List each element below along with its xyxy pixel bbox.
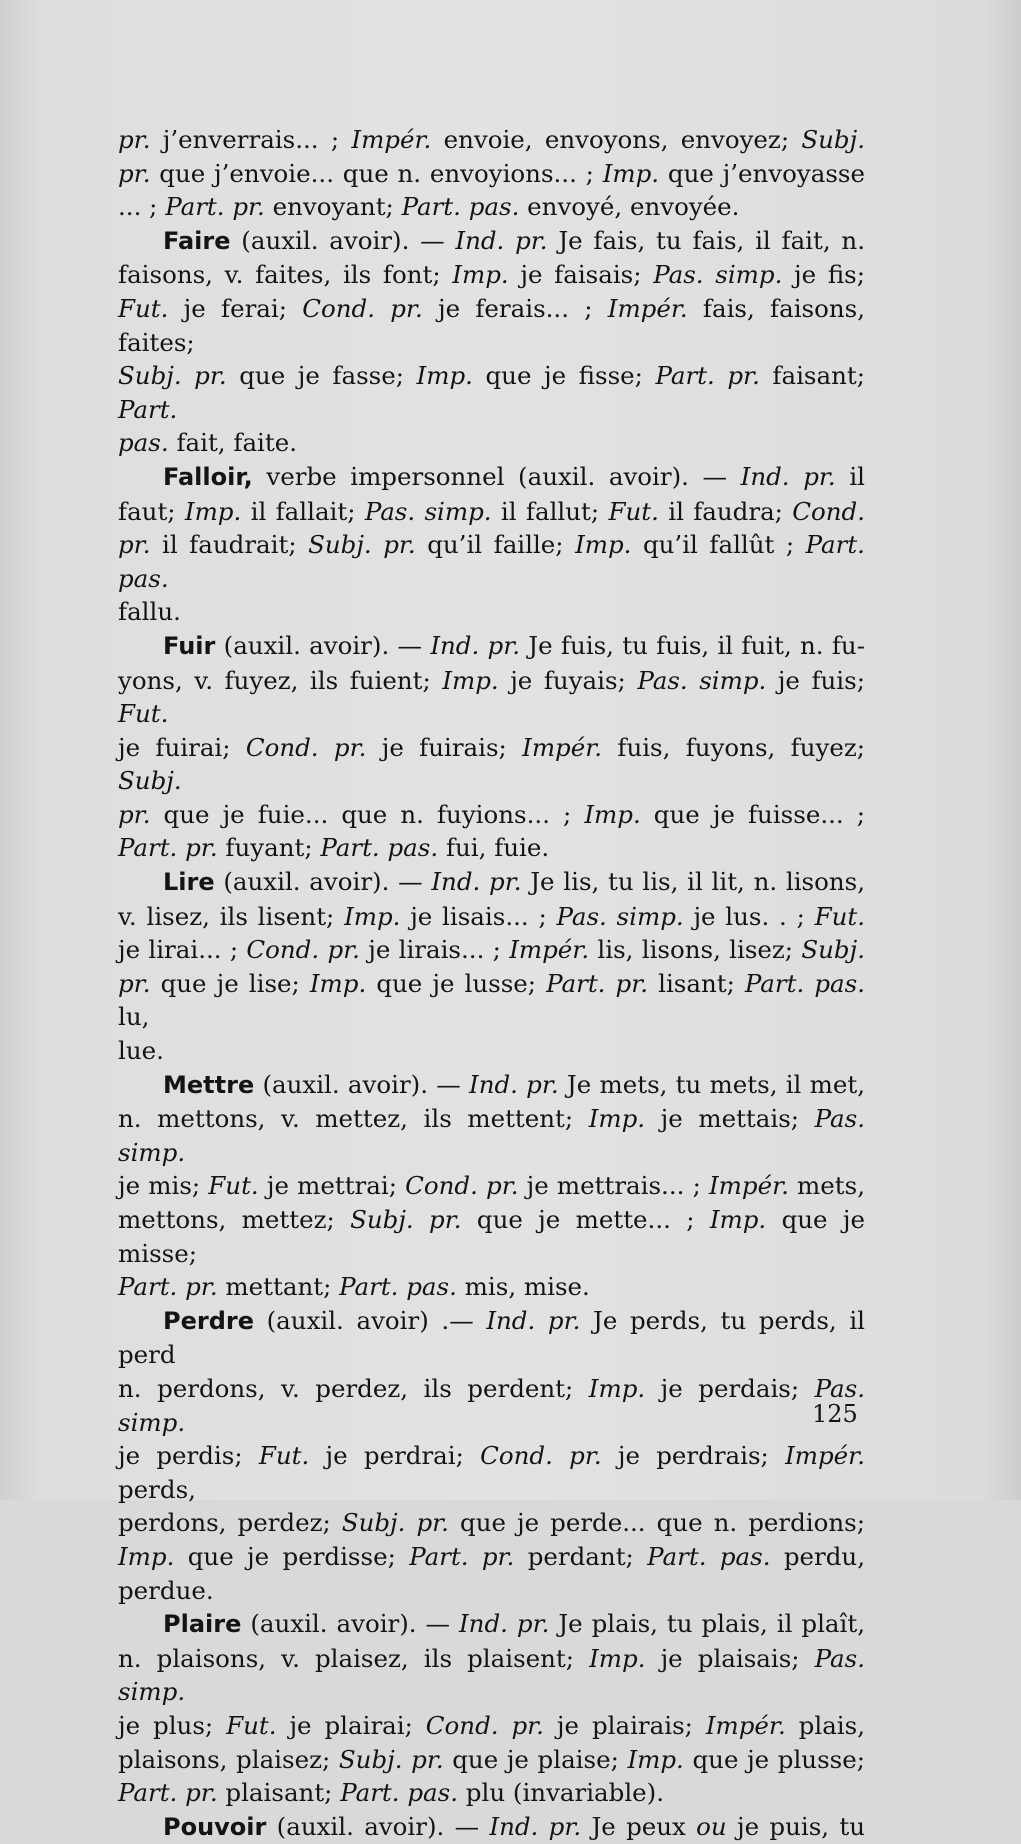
line-text: je mettais; xyxy=(645,1104,815,1134)
text-line xyxy=(118,123,865,157)
abbreviation: Part. pr. xyxy=(118,833,218,863)
text-line xyxy=(118,157,865,191)
abbreviation: Imp. xyxy=(309,968,367,998)
page-number: 125 xyxy=(812,1400,858,1428)
text-line xyxy=(118,292,865,359)
line-text: lis, lisons, lisez; xyxy=(589,935,802,965)
line-text: mets, xyxy=(788,1171,865,1201)
abbreviation: Fut. xyxy=(118,699,169,729)
abbreviation: Fut. xyxy=(208,1171,259,1201)
text-line xyxy=(118,258,865,292)
line-text: que j’envoyasse xyxy=(659,158,865,188)
abbreviation: Ind. pr. xyxy=(469,1069,559,1099)
abbreviation: pr. xyxy=(118,799,151,829)
line-text: fuyant; xyxy=(217,833,321,863)
abbreviation: Part. pas. xyxy=(118,530,865,593)
text-line xyxy=(118,1810,865,1844)
line-text: plaisons, plaisez; xyxy=(118,1744,339,1774)
line-text: il xyxy=(835,461,865,491)
abbreviation: Imp. xyxy=(184,496,242,526)
line-text: je lus. . ; xyxy=(683,901,815,931)
abbreviation: Part. pr. xyxy=(546,968,649,998)
abbreviation: Subj. pr. xyxy=(308,530,416,560)
abbreviation: Part. pr. xyxy=(165,192,265,222)
text-line xyxy=(118,798,865,832)
line-text: envoie, envoyons, envoyez; xyxy=(431,125,802,154)
line-text: que je lise; xyxy=(150,968,310,998)
text-line xyxy=(118,664,865,731)
abbreviation: Fut. xyxy=(226,1710,277,1740)
text-line xyxy=(118,1642,865,1709)
line-text: que je fuisse... ; xyxy=(640,799,865,829)
abbreviation: Cond. pr. xyxy=(480,1441,602,1471)
text-line xyxy=(118,224,865,259)
line-text: (auxil. avoir). — xyxy=(230,225,456,255)
line-text: n. mettons, v. mettez, ils mettent; xyxy=(118,1104,589,1134)
line-text: il faudrait; xyxy=(150,530,309,560)
line-text: je fis; xyxy=(782,260,865,290)
abbreviation: Pas. simp. xyxy=(556,901,684,931)
text-line xyxy=(118,426,865,460)
line-text: que je misse; xyxy=(118,1205,865,1268)
line-text: j’enverrais... ; xyxy=(150,125,352,154)
line-text: je perdrai; xyxy=(309,1441,481,1471)
line-text: lue. xyxy=(118,1036,164,1066)
abbreviation: Part. pas. xyxy=(647,1541,771,1571)
abbreviation: Fut. xyxy=(608,496,659,526)
line-text: il fallut; xyxy=(491,496,609,526)
line-text: fais, faisons, faites; xyxy=(118,293,866,357)
abbreviation: Subj. xyxy=(801,125,865,154)
line-text: je ferais... ; xyxy=(422,293,608,323)
text-line xyxy=(118,359,865,426)
line-text: il faudra; xyxy=(658,496,793,526)
abbreviation: Cond. pr. xyxy=(425,1710,544,1740)
line-text: Je fais, tu fais, il fait, n. xyxy=(547,225,865,255)
line-text: (auxil. avoir). — xyxy=(254,1069,470,1099)
abbreviation: Part. pr. xyxy=(118,1272,218,1302)
text-line xyxy=(118,1034,865,1068)
text-line xyxy=(118,1709,865,1743)
abbreviation: Subj. pr. xyxy=(350,1205,462,1234)
line-text: n. perdons, v. perdez, ils perdent; xyxy=(118,1373,589,1403)
abbreviation: Cond. xyxy=(792,496,866,526)
line-text: n. plaisons, v. plaisez, ils plaisent; xyxy=(118,1643,590,1673)
text-line xyxy=(118,865,865,900)
line-text: je perdrais; xyxy=(601,1441,786,1471)
line-text: perds, xyxy=(118,1474,196,1504)
line-text: que je plusse; xyxy=(683,1744,865,1774)
abbreviation: Ind. pr. xyxy=(459,1609,550,1639)
abbreviation: Part. pas. xyxy=(340,1778,459,1808)
line-text: (auxil. avoir). — xyxy=(266,1811,490,1841)
line-text: yons, v. fuyez, ils fuient; xyxy=(118,665,443,695)
line-text: Je fuis, tu fuis, il fuit, n. fu- xyxy=(520,630,865,660)
line-text: fallu. xyxy=(118,597,181,627)
line-text: que je fisse; xyxy=(472,361,656,391)
line-text: faisons, v. faites, ils font; xyxy=(118,260,453,290)
line-text: perdant; xyxy=(514,1541,648,1571)
line-text: je puis, tu xyxy=(726,1811,866,1841)
line-text: je plairais; xyxy=(543,1710,706,1740)
line-text: que je plaise; xyxy=(443,1744,628,1774)
abbreviation: Pas. simp. xyxy=(653,260,783,290)
abbreviation: Imp. xyxy=(118,1541,175,1571)
abbreviation: Imp. xyxy=(602,158,660,188)
line-text: fui, fuie. xyxy=(438,833,550,863)
abbreviation: Subj. xyxy=(801,935,865,965)
line-text: je perdais; xyxy=(645,1373,815,1403)
abbreviation: Imp. xyxy=(589,1643,646,1673)
line-text: envoyé, envoyée. xyxy=(519,192,740,222)
line-text: ... ; xyxy=(118,192,166,222)
abbreviation: Imp. xyxy=(575,530,632,560)
verb-headword: Fuir xyxy=(163,631,216,660)
line-text: lisant; xyxy=(648,968,745,998)
abbreviation: pas. xyxy=(118,428,169,458)
text-line xyxy=(118,1304,865,1372)
line-text: je fuis; xyxy=(766,665,865,695)
text-line xyxy=(118,1102,865,1169)
abbreviation: ou xyxy=(696,1811,727,1841)
line-text: (auxil. avoir) .— xyxy=(254,1305,487,1335)
text-line xyxy=(118,495,865,529)
abbreviation: Cond. pr. xyxy=(246,935,360,965)
line-text: je lirai... ; xyxy=(118,935,247,965)
abbreviation: Part. pas. xyxy=(339,1272,457,1302)
line-text: verbe impersonnel (auxil. avoir). — xyxy=(252,461,741,491)
text-line xyxy=(118,595,865,629)
line-text: que je fuie... que n. fuyions... ; xyxy=(150,799,585,829)
line-text: je mettrais... ; xyxy=(518,1171,709,1201)
abbreviation: Ind. pr. xyxy=(740,461,836,491)
abbreviation: Cond. pr. xyxy=(405,1171,519,1201)
line-text: je plaisais; xyxy=(645,1643,815,1673)
text-line xyxy=(118,1743,865,1777)
line-text: que j’envoie... que n. envoyions... ; xyxy=(150,158,603,188)
abbreviation: Cond. pr. xyxy=(302,293,423,323)
line-text: je lisais... ; xyxy=(400,901,557,931)
abbreviation: Imp. xyxy=(452,260,509,290)
line-text: je faisais; xyxy=(508,260,654,290)
abbreviation: Cond. pr. xyxy=(245,732,367,762)
line-text: plais, xyxy=(785,1710,865,1740)
abbreviation: Imp. xyxy=(584,799,641,829)
line-text: je fuyais; xyxy=(498,665,638,695)
abbreviation: Impér. xyxy=(509,935,590,965)
abbreviation: pr. xyxy=(118,158,151,188)
line-text: mis, mise. xyxy=(456,1272,590,1302)
abbreviation: Part. xyxy=(118,394,178,424)
abbreviation: Part. pr. xyxy=(118,1778,218,1808)
abbreviation: Fut. xyxy=(118,293,169,323)
line-text: que je perdisse; xyxy=(174,1541,410,1571)
text-line xyxy=(118,1439,865,1506)
abbreviation: Part. pr. xyxy=(409,1541,515,1571)
line-text: faut; xyxy=(118,496,185,526)
line-text: il fallait; xyxy=(241,496,365,526)
abbreviation: Part. pas. xyxy=(320,833,439,863)
text-line xyxy=(118,1540,865,1607)
abbreviation: Ind. pr. xyxy=(489,1811,582,1841)
line-text: je perdis; xyxy=(118,1441,259,1471)
abbreviation: Impér. xyxy=(351,125,432,154)
abbreviation: Impér. xyxy=(705,1710,786,1740)
line-text: je plus; xyxy=(118,1710,227,1740)
text-line xyxy=(118,1270,865,1304)
line-text: que je fasse; xyxy=(226,361,417,391)
line-text: plu (invariable). xyxy=(458,1778,665,1808)
line-text: je ferai; xyxy=(168,293,303,323)
verb-headword: Plaire xyxy=(163,1610,242,1639)
abbreviation: Imp. xyxy=(442,665,499,695)
abbreviation: Ind. pr. xyxy=(431,867,522,897)
line-text: lu, xyxy=(118,1002,150,1032)
text-line xyxy=(118,831,865,865)
verb-headword: Falloir, xyxy=(163,462,253,491)
abbreviation: Pas. simp. xyxy=(118,1643,866,1707)
abbreviation: Fut. xyxy=(814,901,866,931)
line-text: mettant; xyxy=(217,1272,340,1302)
text-line xyxy=(118,1169,865,1203)
line-text: je mettrai; xyxy=(258,1171,406,1201)
abbreviation: Pas. simp. xyxy=(118,1373,865,1437)
line-text: v. lisez, ils lisent; xyxy=(118,901,345,931)
line-text: je fuirai; xyxy=(118,732,246,762)
line-text: Je lis, tu lis, il lit, n. lisons, xyxy=(521,867,865,897)
abbreviation: Imp. xyxy=(709,1205,767,1234)
abbreviation: Pas. simp. xyxy=(364,496,492,526)
abbreviation: Imp. xyxy=(588,1373,646,1403)
line-text: que je perde... que n. perdions; xyxy=(448,1508,865,1538)
abbreviation: Imp. xyxy=(588,1104,646,1134)
verb-headword: Lire xyxy=(163,868,215,897)
text-line xyxy=(118,629,865,664)
abbreviation: Part. pas. xyxy=(744,968,865,998)
abbreviation: pr. xyxy=(118,125,151,154)
line-text: faisant; xyxy=(759,361,865,391)
abbreviation: Fut. xyxy=(258,1441,310,1471)
text-line xyxy=(118,933,865,967)
line-text: Je plais, tu plais, il plaît, xyxy=(549,1609,865,1639)
abbreviation: Impér. xyxy=(708,1171,789,1201)
abbreviation: Part. pr. xyxy=(655,361,760,391)
text-line xyxy=(118,731,865,798)
text-line xyxy=(118,1506,865,1540)
text-line xyxy=(118,190,865,224)
abbreviation: Impér. xyxy=(607,293,688,323)
abbreviation: Pas. simp. xyxy=(118,1104,865,1167)
line-text: Je peux xyxy=(581,1811,697,1841)
text-line xyxy=(118,1607,865,1642)
line-text: je plairai; xyxy=(276,1710,426,1740)
line-text: je fuirais; xyxy=(366,732,523,762)
text-line xyxy=(118,460,865,495)
text-line xyxy=(118,900,865,934)
text-line xyxy=(118,1203,865,1270)
verb-headword: Faire xyxy=(163,226,231,255)
line-text: (auxil. avoir). — xyxy=(214,867,432,897)
line-text: fuis, fuyons, fuyez; xyxy=(602,732,865,762)
line-text: Je perds, tu perds, il perd xyxy=(118,1305,865,1370)
abbreviation: Part. pas. xyxy=(401,192,520,222)
line-text: perdons, perdez; xyxy=(118,1508,342,1538)
line-text: plaisant; xyxy=(217,1778,341,1808)
line-text: perdu, perdue. xyxy=(118,1541,865,1605)
line-text: je mis; xyxy=(118,1171,209,1201)
line-text: que je lusse; xyxy=(366,968,547,998)
line-text: mettons, mettez; xyxy=(118,1205,351,1234)
verb-headword: Perdre xyxy=(163,1306,254,1335)
abbreviation: pr. xyxy=(118,530,151,560)
text-line xyxy=(118,528,865,595)
abbreviation: Subj. pr. xyxy=(338,1744,444,1774)
abbreviation: Impér. xyxy=(785,1441,865,1471)
abbreviation: Subj. pr. xyxy=(118,361,227,391)
line-text: que je mette... ; xyxy=(461,1205,710,1234)
abbreviation: Imp. xyxy=(344,901,401,931)
abbreviation: pr. xyxy=(118,968,151,998)
abbreviation: Imp. xyxy=(627,1744,684,1774)
text-line xyxy=(118,1372,865,1439)
abbreviation: Ind. pr. xyxy=(455,225,548,255)
text-line xyxy=(118,1068,865,1103)
abbreviation: Impér. xyxy=(522,732,603,762)
abbreviation: Imp. xyxy=(416,361,473,391)
abbreviation: Subj. xyxy=(118,766,182,796)
line-text: qu’il faille; xyxy=(415,530,576,560)
line-text: Je mets, tu mets, il met, xyxy=(558,1069,865,1099)
abbreviation: Ind. pr. xyxy=(486,1305,581,1335)
line-text: (auxil. avoir). — xyxy=(241,1609,459,1639)
line-text: je lirais... ; xyxy=(359,935,510,965)
line-text: fait, faite. xyxy=(168,428,298,458)
abbreviation: Subj. pr. xyxy=(341,1508,449,1538)
abbreviation: Pas. simp. xyxy=(637,665,767,695)
line-text: qu’il fallût ; xyxy=(631,530,806,560)
text-line xyxy=(118,1776,865,1810)
text-line xyxy=(118,967,865,1034)
conjugation-text xyxy=(118,123,865,1844)
verb-headword: Pouvoir xyxy=(163,1812,267,1841)
verb-headword: Mettre xyxy=(163,1070,255,1099)
line-text: envoyant; xyxy=(264,192,402,222)
abbreviation: Ind. pr. xyxy=(430,630,521,660)
line-text: (auxil. avoir). — xyxy=(215,630,431,660)
